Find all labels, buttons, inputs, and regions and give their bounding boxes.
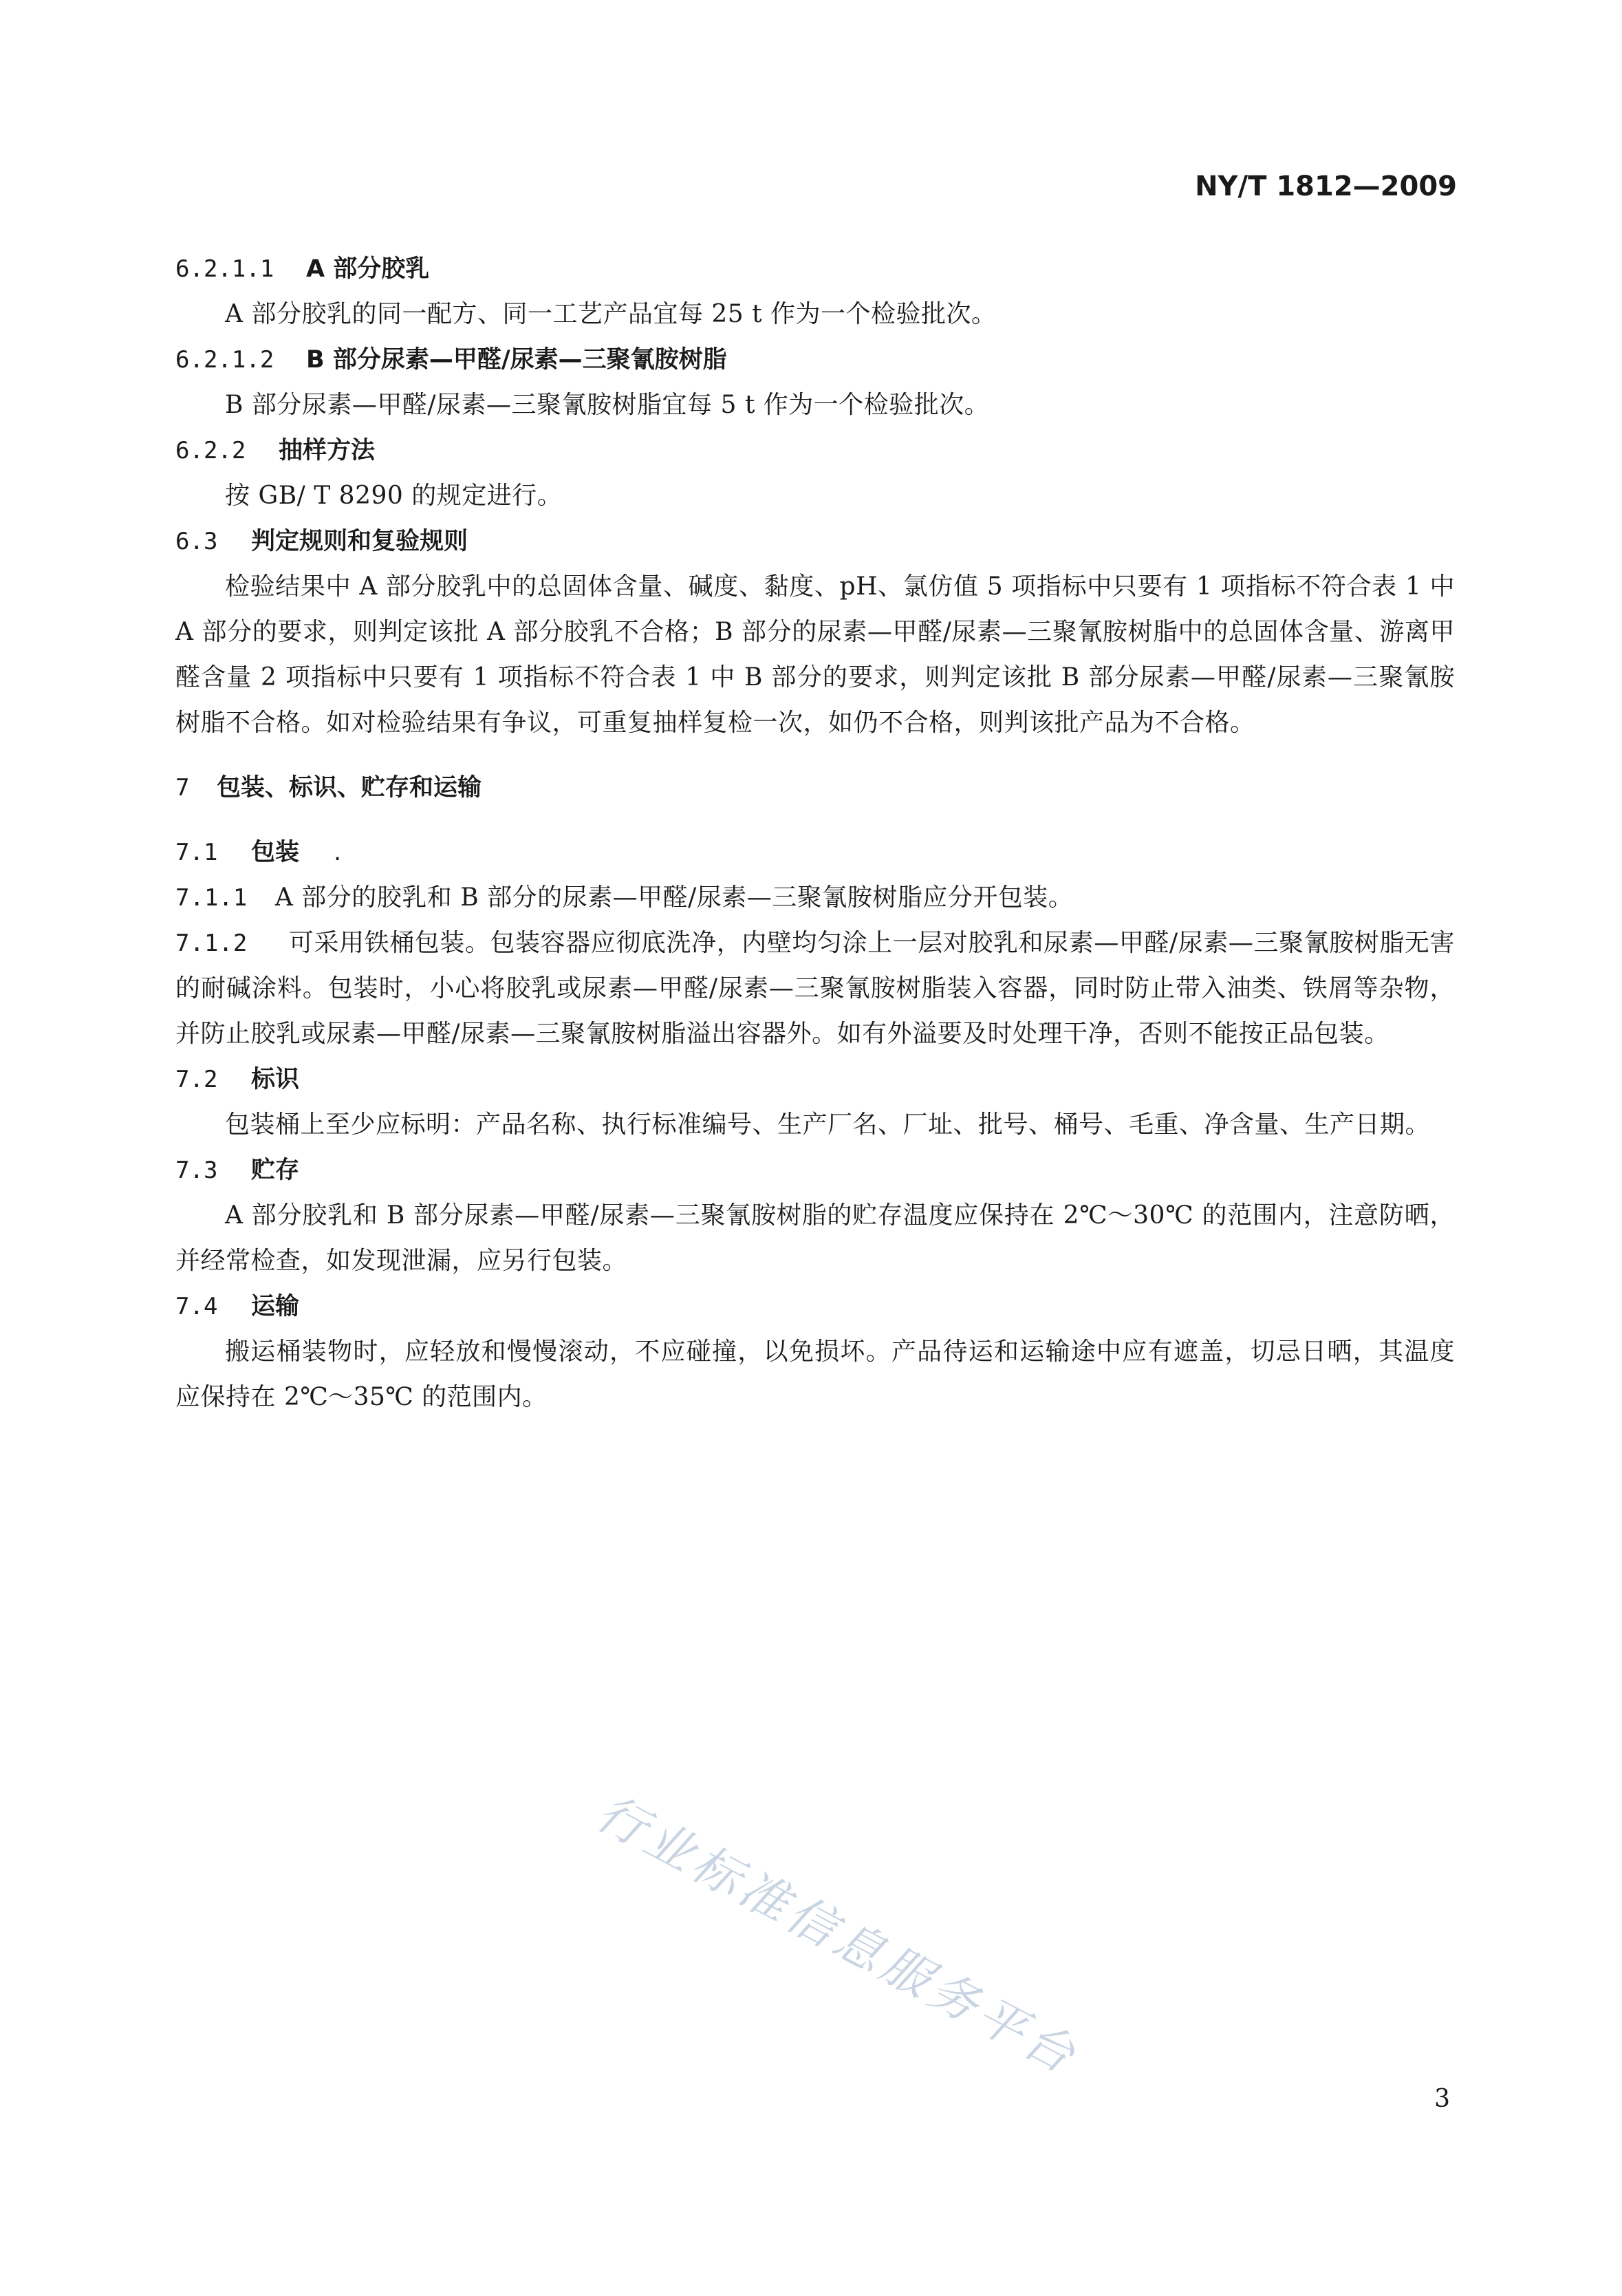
- paragraph-text: 可采用铁桶包装。包装容器应彻底洗净，内壁均匀涂上一层对胶乳和尿素—甲醛/尿素—三聚氰胺树脂无害的耐碱涂料。包装时，小心将胶乳或尿素—甲醛/尿素—三聚氰胺树脂装入容器，同时防止带入油类、铁屑等杂物，并防止胶乳或尿素—甲醛/尿素—三聚氰胺树脂溢出容器外。如有外溢要及时处理干净，否则不能按正品包装。: [175, 929, 1455, 1048]
- section-title: 抽样方法: [279, 437, 376, 464]
- paragraph-7-3: A 部分胶乳和 B 部分尿素—甲醛/尿素—三聚氰胺树脂的贮存温度应保持在 2℃～30℃ 的范围内，注意防晒，并经常检查，如发现泄漏，应另行包装。: [175, 1201, 1455, 1275]
- section-title: 标识: [251, 1066, 300, 1093]
- paragraph-6-2-2: 按 GB/ T 8290 的规定进行。: [225, 482, 563, 510]
- section-title: 判定规则和复验规则: [251, 528, 468, 555]
- section-title: B 部分尿素—甲醛/尿素—三聚氰胺树脂: [306, 346, 727, 374]
- section-number: 7: [175, 774, 190, 802]
- section-number: 6.2.2: [175, 437, 246, 464]
- section-number: 6.2.1.1: [175, 255, 274, 283]
- section-title: 贮存: [251, 1157, 300, 1184]
- paragraph-6-2-1-2: B 部分尿素—甲醛/尿素—三聚氰胺树脂宜每 5 t 作为一个检验批次。: [225, 391, 990, 419]
- heading-7-1: [175, 830, 1455, 875]
- section-number: 6.2.1.2: [175, 346, 274, 374]
- paragraph-7-1-1: [175, 875, 1455, 921]
- paragraph-6-2-1-1: A 部分胶乳的同一配方、同一工艺产品宜每 25 t 作为一个检验批次。: [225, 300, 997, 328]
- paragraph-7-2: 包装桶上至少应标明：产品名称、执行标准编号、生产厂名、厂址、批号、桶号、毛重、净含量、生产日期。: [225, 1111, 1431, 1139]
- heading-6-3: [175, 519, 1455, 564]
- watermark: 行业标准信息服务平台: [587, 1784, 1088, 2086]
- section-number: 7.1.1: [175, 884, 248, 912]
- stray-mark: .: [334, 839, 342, 866]
- paragraph-7-4: 搬运桶装物时，应轻放和慢慢滚动，不应碰撞，以免损坏。产品待运和运输途中应有遮盖，切忌日晒，其温度应保持在 2℃～35℃ 的范围内。: [175, 1338, 1455, 1411]
- paragraph-7-1-2: [175, 921, 1455, 1057]
- section-title: A 部分胶乳: [306, 255, 430, 283]
- heading-7-3: [175, 1148, 1455, 1193]
- section-number: 7.1.2: [175, 930, 248, 957]
- section-number: 6.3: [175, 528, 218, 555]
- section-number: 7.3: [175, 1157, 218, 1184]
- heading-6-2-1-1: [175, 246, 1455, 292]
- heading-6-2-2: [175, 428, 1455, 473]
- section-number: 7.1: [175, 839, 218, 866]
- section-title: 运输: [251, 1293, 300, 1320]
- page-number: 3: [1434, 2085, 1450, 2113]
- paragraph-6-3: 检验结果中 A 部分胶乳中的总固体含量、碱度、黏度、pH、氯仿值 5 项指标中只要有 1 项指标不符合表 1 中 A 部分的要求，则判定该批 A 部分胶乳不合格；B 部分的尿素—甲醛/尿素—三聚氰胺树脂中的总固体含量、游离甲醛含量 2 项指标中只要有 1 项指标不符合表 1 中 B 部分的要求，则判定该批 B 部分尿素—甲醛/尿素—三聚氰胺树脂不合格。如对检验结果有争议，可重复抽样复检一次，如仍不合格，则判该批产品为不合格。: [175, 572, 1455, 737]
- heading-7-2: [175, 1057, 1455, 1102]
- heading-chapter-7: [175, 765, 1455, 811]
- section-title: 包装、标识、贮存和运输: [217, 774, 482, 802]
- heading-6-2-1-2: [175, 337, 1455, 383]
- section-number: 7.4: [175, 1293, 218, 1320]
- standard-code: NY/T 1812—2009: [1195, 171, 1457, 202]
- section-number: 7.2: [175, 1066, 218, 1093]
- paragraph-text: A 部分的胶乳和 B 部分的尿素—甲醛/尿素—三聚氰胺树脂应分开包装。: [274, 883, 1074, 912]
- heading-7-4: [175, 1284, 1455, 1329]
- section-title: 包装: [251, 839, 300, 866]
- document-body: [175, 246, 1455, 1420]
